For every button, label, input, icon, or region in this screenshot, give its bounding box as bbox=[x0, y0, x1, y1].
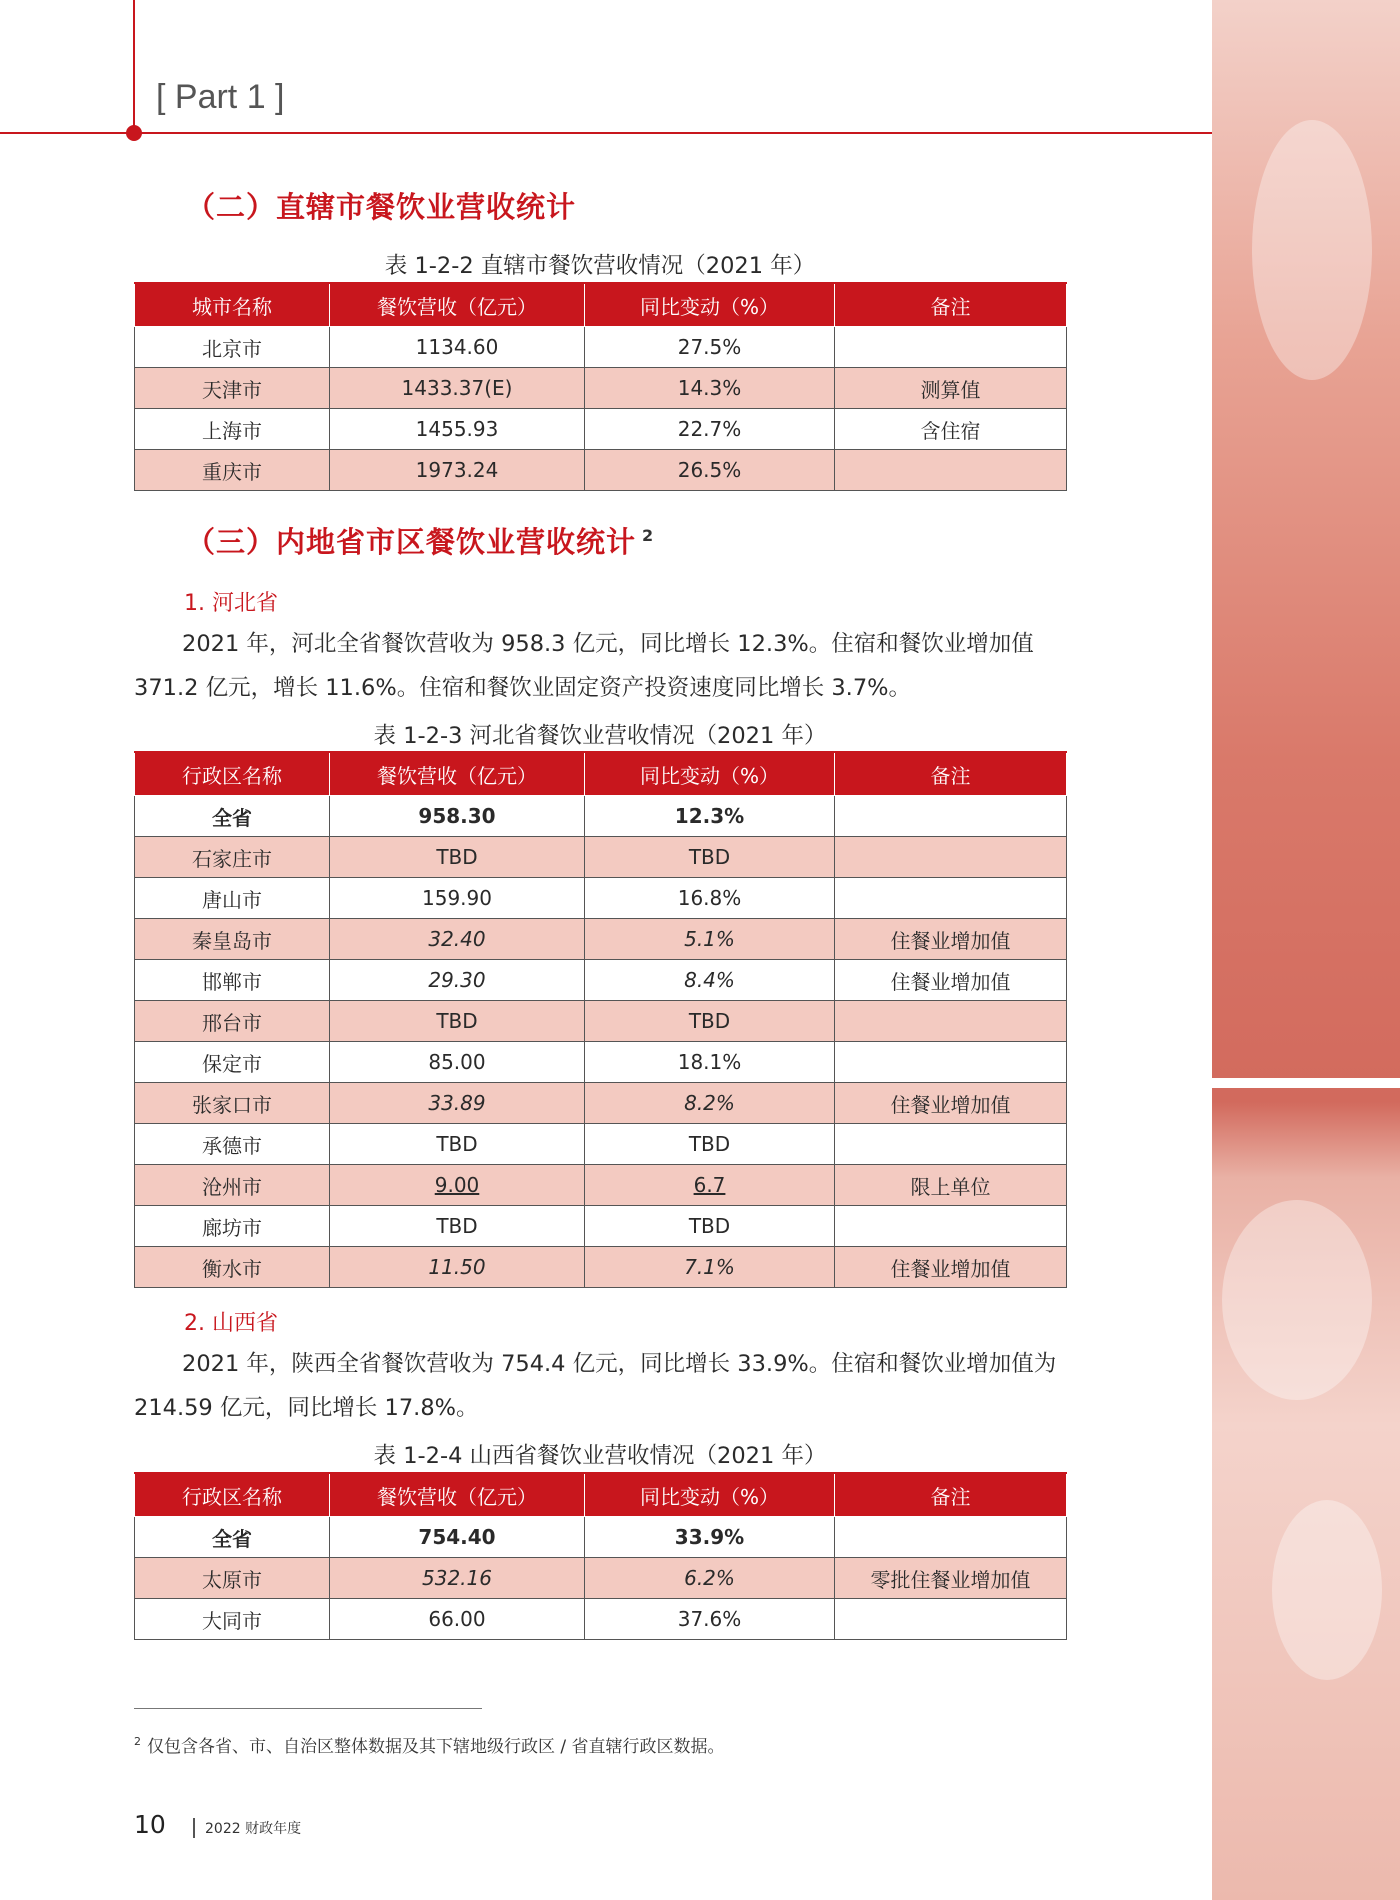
table-cell: 1973.24 bbox=[330, 450, 585, 491]
page-number: 10 bbox=[134, 1810, 166, 1839]
subtitle-shanxi: 2. 山西省 bbox=[184, 1311, 278, 1336]
header-cell: 同比变动（%） bbox=[585, 752, 835, 796]
paragraph-hebei: 2021 年，河北全省餐饮营收为 958.3 亿元，同比增长 12.3%。住宿和餐饮业增加值 371.2 亿元，增长 11.6%。住宿和餐饮业固定资产投资速度同比增长 3.7%。 bbox=[134, 631, 1034, 701]
cell-value: 6.7 bbox=[693, 1173, 726, 1197]
table-cell: TBD bbox=[330, 1001, 585, 1042]
side-image-divider bbox=[1212, 1078, 1400, 1088]
table-cell: 16.8% bbox=[585, 878, 835, 919]
table-cell: TBD bbox=[330, 1124, 585, 1165]
table-cell: 住餐业增加值 bbox=[835, 1083, 1067, 1124]
table-cell bbox=[835, 837, 1067, 878]
table-cell: 廊坊市 bbox=[135, 1206, 330, 1247]
table-row bbox=[135, 368, 1067, 409]
footnote-text: 仅包含各省、市、自治区整体数据及其下辖地级行政区 / 省直辖行政区数据。 bbox=[147, 1737, 725, 1757]
table-cell: 张家口市 bbox=[135, 1083, 330, 1124]
header-cell: 餐饮营收（亿元） bbox=[330, 1473, 585, 1517]
footer-divider bbox=[193, 1818, 195, 1838]
table-cell: 29.30 bbox=[330, 960, 585, 1001]
table-cell: 159.90 bbox=[330, 878, 585, 919]
footnote-marker: 2 bbox=[134, 1735, 141, 1749]
table-cell: 秦皇岛市 bbox=[135, 919, 330, 960]
table-cell bbox=[835, 1599, 1067, 1640]
table-header-row bbox=[135, 752, 1067, 796]
part-label: [ Part 1 ] bbox=[156, 78, 285, 116]
table-cell: 邯郸市 bbox=[135, 960, 330, 1001]
header-cell: 备注 bbox=[835, 1473, 1067, 1517]
table-cell: 太原市 bbox=[135, 1558, 330, 1599]
header-cell: 餐饮营收（亿元） bbox=[330, 283, 585, 327]
table-row bbox=[135, 960, 1067, 1001]
table-caption-1-2-2: 表 1-2-2 直辖市餐饮营收情况（2021 年） bbox=[384, 253, 816, 279]
table-cell: 37.6% bbox=[585, 1599, 835, 1640]
header-cell: 同比变动（%） bbox=[585, 283, 835, 327]
table-row bbox=[135, 1517, 1067, 1558]
table-cell: 测算值 bbox=[835, 368, 1067, 409]
table-cell: 27.5% bbox=[585, 327, 835, 368]
table-cell: 保定市 bbox=[135, 1042, 330, 1083]
table-caption-1-2-3: 表 1-2-3 河北省餐饮业营收情况（2021 年） bbox=[373, 723, 827, 749]
table-row bbox=[135, 1124, 1067, 1165]
table-cell: 1455.93 bbox=[330, 409, 585, 450]
table-row bbox=[135, 450, 1067, 491]
table-caption-1-2-4: 表 1-2-4 山西省餐饮业营收情况（2021 年） bbox=[373, 1443, 827, 1469]
section-title-municipalities: （二）直辖市餐饮业营收统计 bbox=[186, 190, 577, 224]
header-cell: 同比变动（%） bbox=[585, 1473, 835, 1517]
header-cell: 备注 bbox=[835, 752, 1067, 796]
header-horizontal-rule bbox=[0, 132, 1212, 134]
table-cell: 承德市 bbox=[135, 1124, 330, 1165]
table-cell: 大同市 bbox=[135, 1599, 330, 1640]
table-row bbox=[135, 837, 1067, 878]
table-cell bbox=[835, 878, 1067, 919]
table-cell: 石家庄市 bbox=[135, 837, 330, 878]
table-hebei bbox=[134, 751, 1067, 1288]
table-cell: 12.3% bbox=[585, 796, 835, 837]
table-cell: 住餐业增加值 bbox=[835, 919, 1067, 960]
table-municipalities bbox=[134, 282, 1067, 491]
header-cell: 餐饮营收（亿元） bbox=[330, 752, 585, 796]
table-row bbox=[135, 1247, 1067, 1288]
footnote bbox=[134, 1732, 725, 1757]
subtitle-hebei: 1. 河北省 bbox=[184, 591, 278, 616]
table-cell bbox=[835, 1517, 1067, 1558]
table-cell: TBD bbox=[330, 837, 585, 878]
table-cell: 26.5% bbox=[585, 450, 835, 491]
footnote-rule bbox=[134, 1708, 482, 1709]
table-cell: TBD bbox=[585, 1001, 835, 1042]
table-cell: TBD bbox=[585, 837, 835, 878]
section-title-provinces bbox=[186, 520, 654, 561]
table-header-row bbox=[135, 283, 1067, 327]
table-cell bbox=[835, 1124, 1067, 1165]
table-row bbox=[135, 409, 1067, 450]
table-cell: 住餐业增加值 bbox=[835, 1247, 1067, 1288]
table-cell bbox=[835, 1042, 1067, 1083]
table-shanxi bbox=[134, 1472, 1067, 1640]
table-cell bbox=[330, 1165, 585, 1206]
side-decorative-image bbox=[1212, 0, 1400, 1900]
table-cell: TBD bbox=[585, 1206, 835, 1247]
table-cell: 754.40 bbox=[330, 1517, 585, 1558]
table-row bbox=[135, 1165, 1067, 1206]
table-cell: 含住宿 bbox=[835, 409, 1067, 450]
table-row bbox=[135, 1042, 1067, 1083]
header-cell: 城市名称 bbox=[135, 283, 330, 327]
table-cell: 6.2% bbox=[585, 1558, 835, 1599]
table-cell: 邢台市 bbox=[135, 1001, 330, 1042]
table-cell: 18.1% bbox=[585, 1042, 835, 1083]
table-cell: TBD bbox=[585, 1124, 835, 1165]
table-cell bbox=[835, 327, 1067, 368]
table-cell: 532.16 bbox=[330, 1558, 585, 1599]
header-vertical-rule bbox=[133, 0, 135, 134]
table-cell: 33.89 bbox=[330, 1083, 585, 1124]
table-cell: 全省 bbox=[135, 1517, 330, 1558]
section-title-text: （三）内地省市区餐饮业营收统计 bbox=[186, 525, 637, 559]
cell-value: 9.00 bbox=[434, 1173, 480, 1197]
table-cell bbox=[835, 1001, 1067, 1042]
table-cell: 天津市 bbox=[135, 368, 330, 409]
table-cell: 唐山市 bbox=[135, 878, 330, 919]
header-rule-dot bbox=[126, 125, 142, 141]
table-cell: 上海市 bbox=[135, 409, 330, 450]
table-row bbox=[135, 1001, 1067, 1042]
table-cell: 7.1% bbox=[585, 1247, 835, 1288]
table-header-row bbox=[135, 1473, 1067, 1517]
paragraph-shanxi: 2021 年，陕西全省餐饮营收为 754.4 亿元，同比增长 33.9%。住宿和餐饮业增加值为 214.59 亿元，同比增长 17.8%。 bbox=[134, 1351, 1057, 1421]
table-row bbox=[135, 1599, 1067, 1640]
table-cell: 14.3% bbox=[585, 368, 835, 409]
table-row bbox=[135, 1558, 1067, 1599]
table-cell: 11.50 bbox=[330, 1247, 585, 1288]
table-cell: 8.2% bbox=[585, 1083, 835, 1124]
table-row bbox=[135, 327, 1067, 368]
table-cell: 零批住餐业增加值 bbox=[835, 1558, 1067, 1599]
table-row bbox=[135, 1083, 1067, 1124]
table-cell bbox=[835, 1206, 1067, 1247]
table-cell: 958.30 bbox=[330, 796, 585, 837]
header-cell: 行政区名称 bbox=[135, 752, 330, 796]
table-cell: 1134.60 bbox=[330, 327, 585, 368]
table-row bbox=[135, 878, 1067, 919]
table-cell: 沧州市 bbox=[135, 1165, 330, 1206]
footnote-ref: 2 bbox=[642, 526, 655, 546]
table-cell: 8.4% bbox=[585, 960, 835, 1001]
table-row bbox=[135, 796, 1067, 837]
table-row bbox=[135, 1206, 1067, 1247]
table-cell: 1433.37(E) bbox=[330, 368, 585, 409]
table-cell: TBD bbox=[330, 1206, 585, 1247]
footer-label: 2022 财政年度 bbox=[205, 1821, 302, 1837]
table-cell: 衡水市 bbox=[135, 1247, 330, 1288]
table-cell: 住餐业增加值 bbox=[835, 960, 1067, 1001]
table-cell bbox=[585, 1165, 835, 1206]
table-cell: 22.7% bbox=[585, 409, 835, 450]
header-cell: 备注 bbox=[835, 283, 1067, 327]
table-row bbox=[135, 919, 1067, 960]
table-cell: 全省 bbox=[135, 796, 330, 837]
table-cell: 33.9% bbox=[585, 1517, 835, 1558]
table-cell: 66.00 bbox=[330, 1599, 585, 1640]
table-cell: 北京市 bbox=[135, 327, 330, 368]
table-cell: 85.00 bbox=[330, 1042, 585, 1083]
table-cell: 限上单位 bbox=[835, 1165, 1067, 1206]
table-cell: 重庆市 bbox=[135, 450, 330, 491]
table-cell: 5.1% bbox=[585, 919, 835, 960]
table-cell bbox=[835, 796, 1067, 837]
table-cell: 32.40 bbox=[330, 919, 585, 960]
header-cell: 行政区名称 bbox=[135, 1473, 330, 1517]
table-cell bbox=[835, 450, 1067, 491]
